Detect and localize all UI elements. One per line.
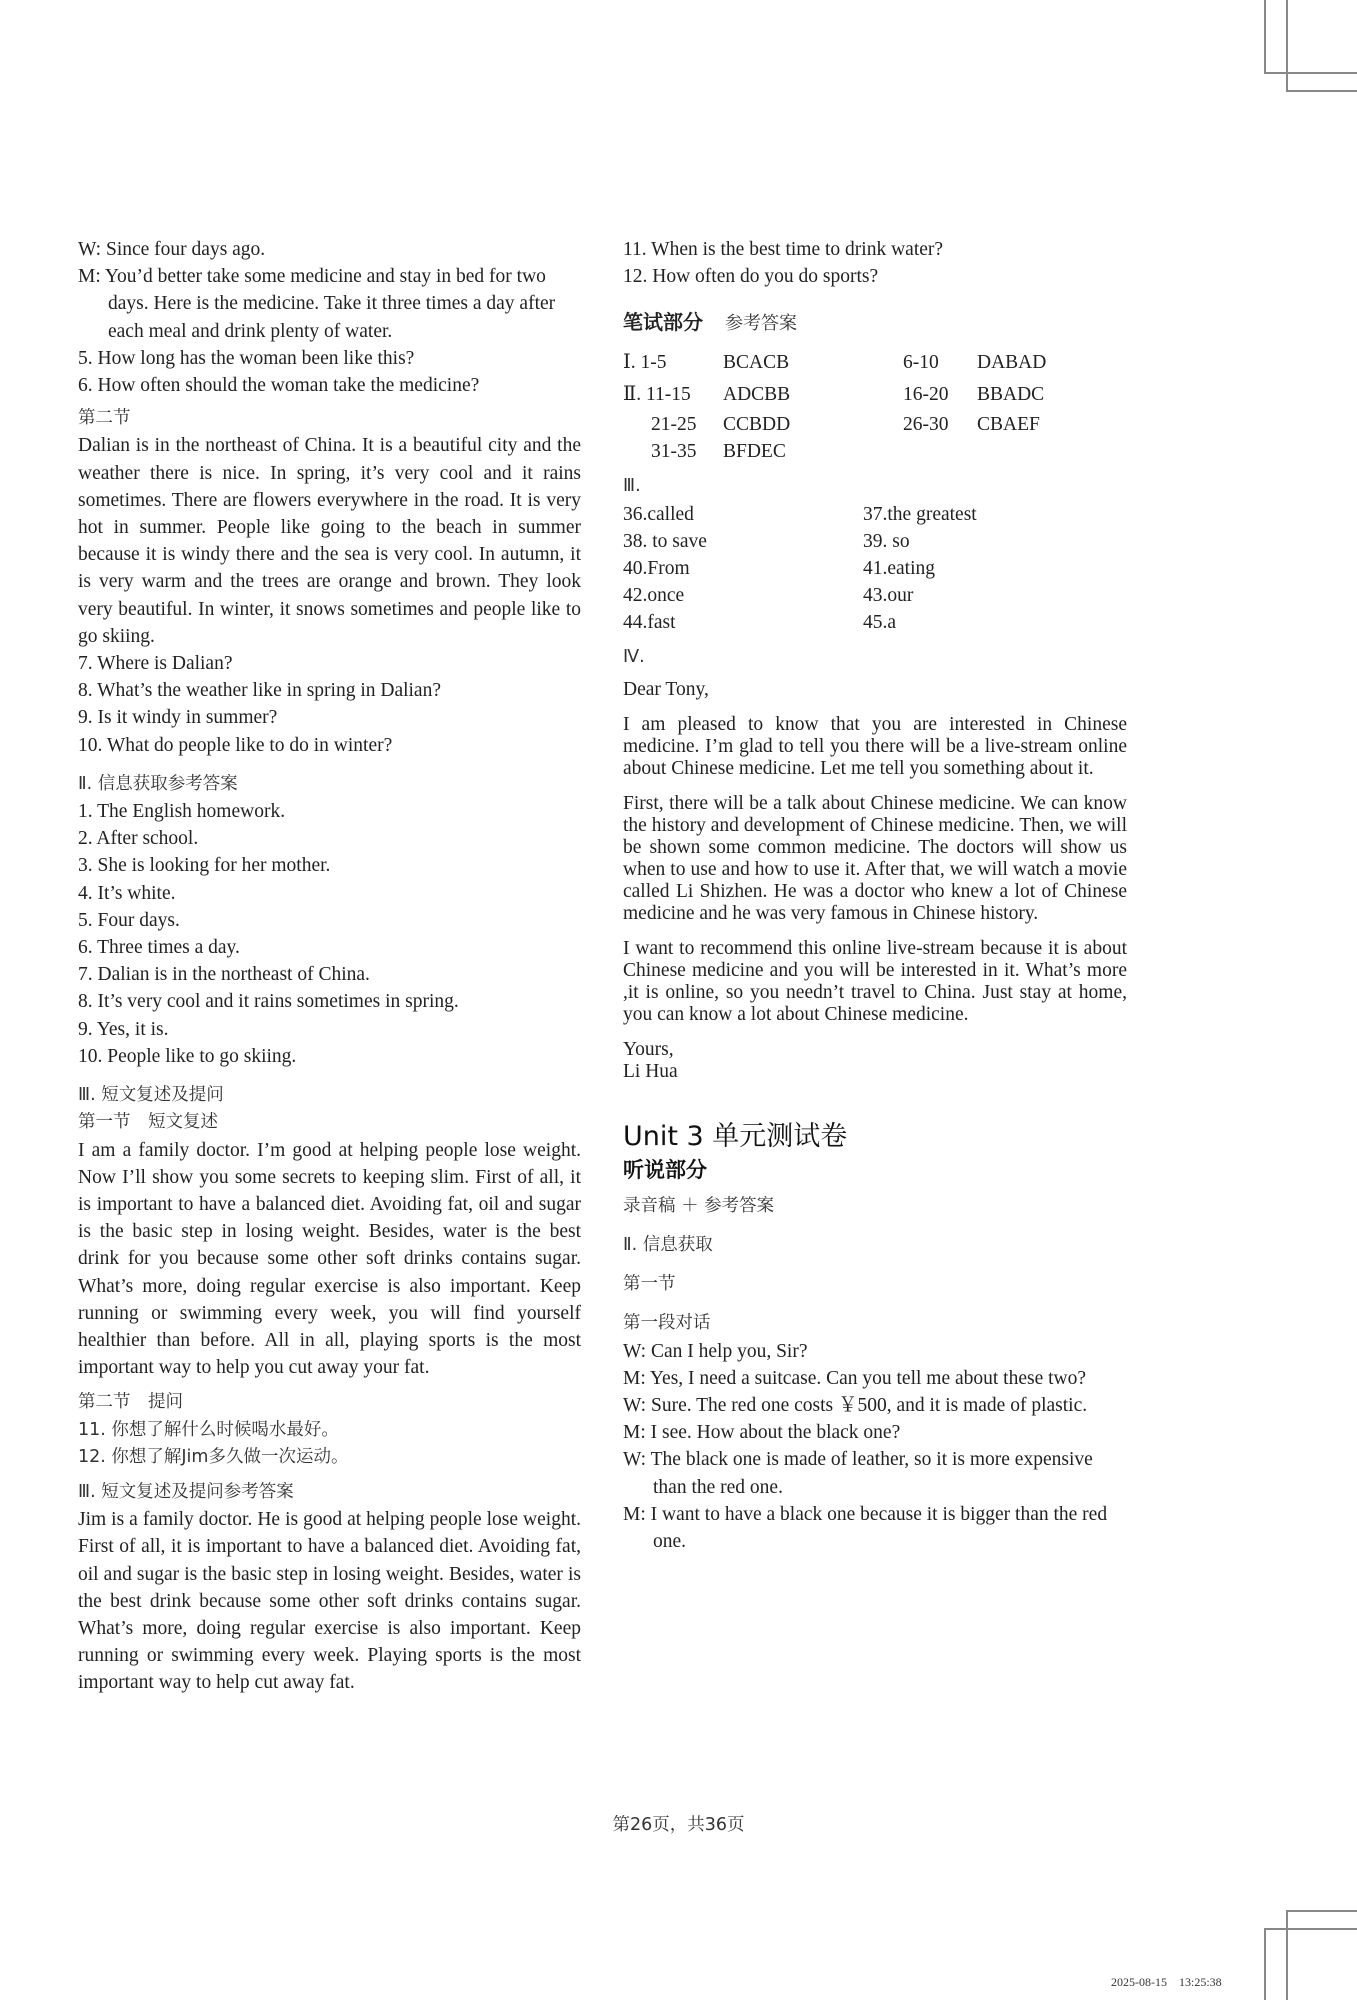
answer-range: 6-10 [903, 352, 939, 374]
part-label: Ⅳ. [623, 646, 645, 667]
answer-key: DABAD [977, 352, 1047, 374]
answer-key: BFDEC [723, 441, 786, 463]
dialog-line: M: I want to have a black one because it is bigger than the red one. [623, 1503, 1108, 1553]
section-label: 第一节 短文复述 [78, 1112, 218, 1133]
question-line: 12. How often do you do sports? [623, 266, 879, 288]
dialog-line: M: Yes, I need a suitcase. Can you tell me about these two? [623, 1367, 1087, 1389]
answer-line: 7. Dalian is in the northeast of China. [78, 964, 370, 986]
answer-line: 3. She is looking for her mother. [78, 855, 331, 877]
answer-line: 2. After school. [78, 828, 199, 850]
passage-text: Jim is a family doctor. He is good at helping people lose weight. First of all, it is important to have a balanced diet. Avoiding fat, oil and sugar is the basic step in losing weight. Besides, water is the best drink because some other soft drinks contains sugar. What’s more, doing regular exercise is also important. Keep running or swimming every week. Playing sports is the most important way to help cut away fat. [78, 1509, 581, 1694]
answer-key: BCACB [723, 352, 790, 374]
answer-item: 40.From [623, 557, 690, 579]
answer-range: 26-30 [903, 414, 949, 436]
answer-key: ADCBB [723, 384, 791, 406]
section-label: 第二节 提问 [78, 1392, 183, 1413]
question-line: 5. How long has the woman been like this? [78, 347, 415, 369]
answer-item: 45.a [863, 611, 897, 633]
page-number: 第26页，共36页 [612, 1815, 745, 1835]
answer-row [623, 347, 1127, 379]
answer-row [623, 438, 1127, 465]
answer-key: CCBDD [723, 414, 791, 436]
passage-text: Dalian is in the northeast of China. It is a beautiful city and the weather there is nice. In spring, it’s very cool and it rains sometimes. There are flowers everywhere in the road. It is very hot in summer. People like going to the beach in summer because it is windy there and the sea is very cool. In autumn, it is very warm and the trees are orange and brown. They look very beautiful. In winter, it snows sometimes and people like to go skiing. [78, 435, 581, 647]
written-subtitle: 参考答案 [725, 313, 797, 335]
transcript-label: 录音稿 ＋ 参考答案 [623, 1195, 775, 1216]
passage-text: I am a family doctor. I’m good at helping people lose weight. Now I’ll show you some secrets to keeping slim. First of all, it is important to have a balanced diet. Avoiding fat, oil and sugar is the basic step in losing weight. Besides, water is the best drink for you because some other soft drinks contains sugar. What’s more, doing regular exercise is also important. Keep running or swimming every week, you will find yourself healthier than before. All in all, playing sports is the most important way to help you cut away your fat. [78, 1139, 581, 1379]
answer-item: 42.once [623, 584, 685, 606]
answer-item: 39. so [863, 530, 910, 552]
print-timestamp: 2025-08-15 13:25:38 [1111, 1975, 1222, 1989]
answer-line: 10. People like to go skiing. [78, 1045, 297, 1067]
answer-grid [623, 347, 1127, 465]
crop-mark [1286, 0, 1288, 90]
answer-line: 5. Four days. [78, 909, 180, 931]
answer-line: 9. Yes, it is. [78, 1018, 169, 1040]
letter-greeting: Dear Tony, [623, 678, 709, 700]
question-line: 11. 你想了解什么时候喝水最好。 [78, 1419, 339, 1440]
question-line: 12. 你想了解Jim多久做一次运动。 [78, 1446, 349, 1467]
answer-item: 41.eating [863, 557, 936, 579]
question-line: 8. What’s the weather like in spring in Dalian? [78, 680, 441, 702]
answer-line: 4. It’s white. [78, 882, 176, 904]
crop-mark [1264, 0, 1266, 72]
written-title: 笔试部分 [623, 310, 703, 335]
answer-row [623, 582, 1127, 609]
letter-paragraph: I am pleased to know that you are interested in Chinese medicine. I’m glad to tell you there will be a live-stream online about Chinese medicine. Let me tell you something about it. [623, 713, 1127, 779]
answer-item: 43.our [863, 584, 914, 606]
letter-paragraph: I want to recommend this online live-stream because it is about Chinese medicine and you will be interested in it. What’s more ,it is online, so you needn’t travel to China. Just stay at home, you can know a lot about Chinese medicine. [623, 937, 1127, 1025]
left-column [78, 236, 581, 1697]
answer-row [623, 411, 1127, 438]
section-label: 第一节 [623, 1274, 676, 1295]
dialog-line: W: Can I help you, Sir? [623, 1340, 808, 1362]
unit-title: Unit 3 单元测试卷 [623, 1120, 848, 1152]
dialog-line: W: Since four days ago. [78, 239, 266, 260]
answer-range: Ⅱ. 11-15 [623, 384, 691, 406]
dialog-line: M: I see. How about the black one? [623, 1422, 901, 1444]
dialog-line: W: The black one is made of leather, so it is more expensive than the red one. [623, 1449, 1093, 1498]
crop-mark [1264, 72, 1357, 74]
crop-mark [1286, 90, 1357, 92]
answer-key: BBADC [977, 384, 1045, 406]
question-line: 9. Is it windy in summer? [78, 707, 278, 729]
section-heading: Ⅱ. 信息获取 [623, 1235, 713, 1256]
question-line: 6. How often should the woman take the medicine? [78, 375, 480, 397]
question-line: 10. What do people like to do in winter? [78, 734, 393, 756]
section-heading: Ⅲ. 短文复述及提问 [78, 1085, 224, 1106]
answer-row [623, 501, 1127, 528]
section-label: 第二节 [78, 408, 131, 429]
crop-mark [1286, 1910, 1288, 2000]
answer-line: 1. The English homework. [78, 801, 286, 823]
answer-key: CBAEF [977, 414, 1040, 436]
answer-row [623, 555, 1127, 582]
answer-line: 6. Three times a day. [78, 937, 240, 959]
crop-mark [1286, 1910, 1357, 1912]
answer-range: 21-25 [651, 414, 697, 436]
fill-answers [623, 501, 1127, 636]
answer-item: 44.fast [623, 611, 676, 633]
dialog-line: W: Sure. The red one costs ￥500, and it is made of plastic. [623, 1395, 1088, 1417]
answer-row [623, 379, 1127, 411]
unit-subtitle: 听说部分 [623, 1157, 707, 1182]
section-heading: Ⅱ. 信息获取参考答案 [78, 773, 238, 794]
crop-mark [1264, 1928, 1357, 1930]
answer-item: 37.the greatest [863, 503, 977, 525]
written-section-heading [623, 306, 1127, 341]
dialog-line: M: You’d better take some medicine and stay in bed for two days. Here is the medicine. Take it three times a day after each meal and drink plenty of water. [78, 266, 556, 342]
answer-range: Ⅰ. 1-5 [623, 352, 667, 374]
answer-row [623, 609, 1127, 636]
section-heading: Ⅲ. 短文复述及提问参考答案 [78, 1481, 294, 1502]
question-line: 7. Where is Dalian? [78, 653, 233, 675]
answer-range: 31-35 [651, 441, 697, 463]
answer-row [623, 528, 1127, 555]
right-column [623, 236, 1127, 1555]
question-line: 11. When is the best time to drink water? [623, 239, 944, 260]
answer-range: 16-20 [903, 384, 949, 406]
letter-closing: Yours, [623, 1038, 674, 1060]
answer-item: 38. to save [623, 530, 707, 552]
dialog-label: 第一段对话 [623, 1313, 711, 1334]
letter-signature: Li Hua [623, 1060, 678, 1082]
part-label: Ⅲ. [623, 476, 641, 497]
model-letter [623, 679, 1127, 1083]
answer-item: 36.called [623, 503, 694, 525]
crop-mark [1264, 1928, 1266, 2000]
letter-paragraph: First, there will be a talk about Chinese medicine. We can know the history and development of Chinese medicine. Then, we will be shown some common medicine. The doctors will show us when to use and how to use it. After that, we will watch a movie called Li Shizhen. He was a doctor who knew a lot of Chinese medicine and he was very famous in Chinese history. [623, 792, 1127, 924]
answer-line: 8. It’s very cool and it rains sometimes in spring. [78, 991, 459, 1013]
